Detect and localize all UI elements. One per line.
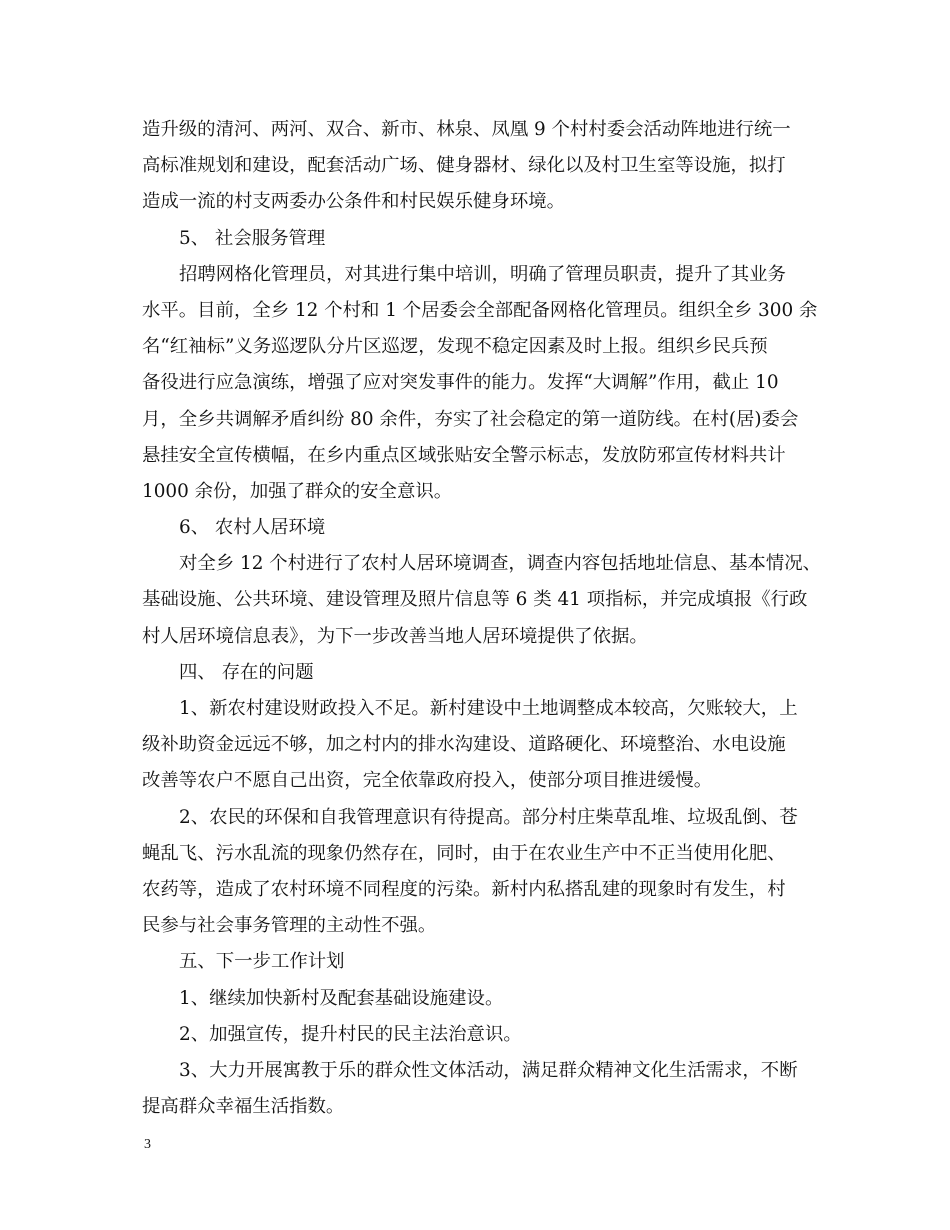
text-line: 基础设施、公共环境、建设管理及照片信息等 6 类 41 项指标，并完成填报《行政 bbox=[142, 589, 808, 611]
text-line: 蝇乱飞、污水乱流的现象仍然存在，同时，由于在农业生产中不正当使用化肥、 bbox=[142, 842, 786, 864]
text-line: 高标准规划和建设，配套活动广场、健身器材、绿化以及村卫生室等设施，拟打 bbox=[142, 155, 786, 177]
text-line: 招聘网格化管理员，对其进行集中培训，明确了管理员职责，提升了其业务 bbox=[179, 263, 786, 285]
text-line: 级补助资金远远不够，加之村内的排水沟建设、道路硬化、环境整治、水电设施 bbox=[142, 734, 786, 756]
text-line: 造成一流的村支两委办公条件和村民娱乐健身环境。 bbox=[142, 191, 565, 213]
text-line: 改善等农户不愿自己出资，完全依靠政府投入，使部分项目推进缓慢。 bbox=[142, 770, 713, 792]
document-body bbox=[0, 112, 950, 1125]
text-line: 月，全乡共调解矛盾纠纷 80 余件，夯实了社会稳定的第一道防线。在村(居)委会 bbox=[142, 408, 799, 430]
text-line: 造升级的清河、两河、双合、新市、林泉、凤凰 9 个村村委会活动阵地进行统一 bbox=[142, 119, 791, 140]
text-line: 四、 存在的问题 bbox=[179, 661, 314, 683]
text-line: 农药等，造成了农村环境不同程度的污染。新村内私搭乱建的现象时有发生，村 bbox=[142, 878, 786, 900]
text-line: 6、 农村人居环境 bbox=[179, 517, 326, 539]
text-line: 2、加强宣传，提升村民的民主法治意识。 bbox=[179, 1023, 522, 1045]
text-line: 5、 社会服务管理 bbox=[179, 227, 326, 249]
text-line: 1、继续加快新村及配套基础设施建设。 bbox=[179, 987, 504, 1009]
page-number: 3 bbox=[144, 1137, 151, 1152]
text-line: 民参与社会事务管理的主动性不强。 bbox=[142, 915, 437, 937]
text-line: 水平。目前，全乡 12 个村和 1 个居委会全部配备网格化管理员。组织全乡 300 余 bbox=[142, 299, 818, 321]
text-line: 1、新农村建设财政投入不足。新村建设中土地调整成本较高，欠账较大，上 bbox=[179, 698, 798, 719]
text-line: 名“红袖标”义务巡逻队分片区巡逻，发现不稳定因素及时上报。组织乡民兵预 bbox=[142, 336, 768, 358]
text-line: 1000 余份，加强了群众的安全意识。 bbox=[142, 480, 453, 502]
text-line: 五、下一步工作计划 bbox=[179, 951, 345, 973]
text-line: 村人居环境信息表》，为下一步改善当地人居环境提供了依据。 bbox=[142, 625, 648, 647]
text-line: 3、大力开展寓教于乐的群众性文体活动，满足群众精神文化生活需求，不断 bbox=[179, 1059, 798, 1081]
text-line: 备役进行应急演练，增强了应对突发事件的能力。发挥“大调解”作用，截止 10 bbox=[142, 372, 779, 394]
text-line: 提高群众幸福生活指数。 bbox=[142, 1096, 345, 1118]
text-line: 悬挂安全宣传横幅，在乡内重点区域张贴安全警示标志，发放防邪宣传材料共计 bbox=[142, 444, 786, 466]
text-line: 对全乡 12 个村进行了农村人居环境调查，调查内容包括地址信息、基本情况、 bbox=[179, 553, 821, 575]
text-line: 2、农民的环保和自我管理意识有待提高。部分村庄柴草乱堆、垃圾乱倒、苍 bbox=[179, 806, 798, 828]
